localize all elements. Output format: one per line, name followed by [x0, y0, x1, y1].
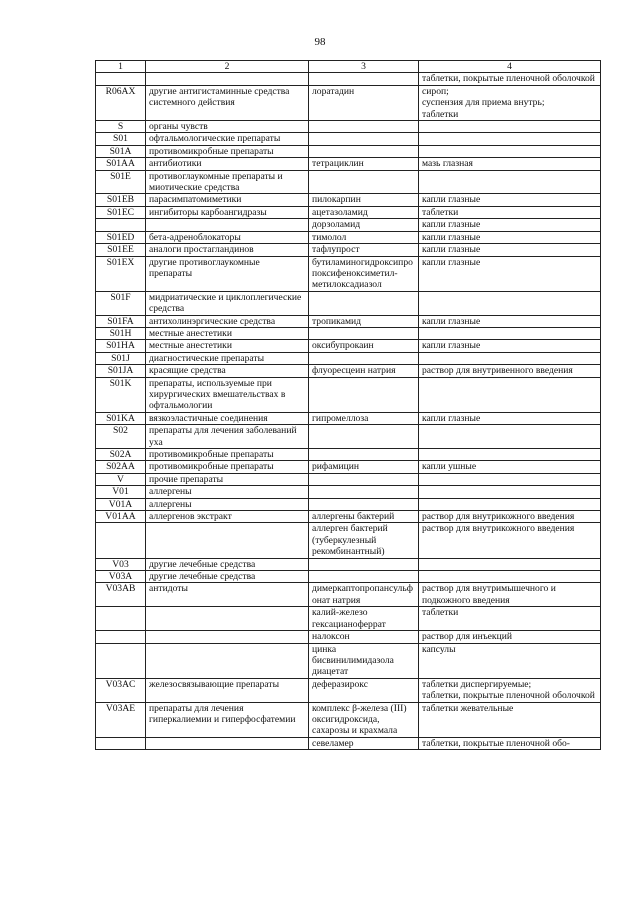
drug-name-cell [309, 571, 419, 583]
drug-name-cell: калий-железо гексацианоферрат [309, 607, 419, 631]
atc-code-cell: V03AC [96, 678, 146, 702]
table-row [96, 523, 601, 558]
group-name-cell [146, 219, 309, 231]
atc-code-cell: R06AX [96, 85, 146, 120]
drug-name-cell [309, 327, 419, 339]
table-row [96, 315, 601, 327]
group-name-cell: органы чувств [146, 121, 309, 133]
atc-code-cell: S [96, 121, 146, 133]
drug-name-cell: деферазирокс [309, 678, 419, 702]
atc-code-cell [96, 219, 146, 231]
dosage-form-cell: капли глазные [419, 340, 601, 352]
group-name-cell: прочие препараты [146, 473, 309, 485]
drug-name-cell: димеркаптопропансульфонат натрия [309, 583, 419, 607]
group-name-cell: другие антигистаминные средства системного действия [146, 85, 309, 120]
drug-name-cell: тафлупрост [309, 244, 419, 256]
dosage-form-cell: капсулы [419, 643, 601, 678]
table-row [96, 377, 601, 412]
atc-code-cell: S01H [96, 327, 146, 339]
table-row [96, 678, 601, 702]
group-name-cell [146, 607, 309, 631]
table-row [96, 511, 601, 523]
atc-code-cell: V01A [96, 498, 146, 510]
drug-name-cell: флуоресцеин натрия [309, 365, 419, 377]
atc-code-cell: S01J [96, 352, 146, 364]
dosage-form-cell: таблетки [419, 607, 601, 631]
table-row [96, 158, 601, 170]
dosage-form-cell: таблетки жевательные [419, 702, 601, 737]
dosage-form-cell: капли ушные [419, 461, 601, 473]
drug-name-cell [309, 133, 419, 145]
group-name-cell: парасимпатомиметики [146, 194, 309, 206]
dosage-form-cell [419, 170, 601, 194]
dosage-form-cell [419, 425, 601, 449]
atc-code-cell: S01 [96, 133, 146, 145]
table-row [96, 170, 601, 194]
dosage-form-cell: капли глазные [419, 315, 601, 327]
atc-code-cell: S01AA [96, 158, 146, 170]
table-row [96, 498, 601, 510]
dosage-form-cell: раствор для внутрикожного введения [419, 511, 601, 523]
drug-name-cell [309, 291, 419, 315]
dosage-form-cell: раствор для внутривенного введения [419, 365, 601, 377]
group-name-cell [146, 523, 309, 558]
table-row [96, 256, 601, 291]
dosage-form-cell [419, 377, 601, 412]
page-number: 98 [314, 36, 326, 48]
drug-name-cell [309, 73, 419, 85]
dosage-form-cell: капли глазные [419, 194, 601, 206]
dosage-form-cell [419, 145, 601, 157]
group-name-cell: препараты, используемые при хирургических вмешательствах в офтальмологии [146, 377, 309, 412]
atc-code-cell: S01A [96, 145, 146, 157]
atc-code-cell: S01F [96, 291, 146, 315]
table-row [96, 412, 601, 424]
drug-name-cell [309, 425, 419, 449]
atc-code-cell: S01HA [96, 340, 146, 352]
drug-name-cell [309, 145, 419, 157]
group-name-cell: препараты для лечения заболеваний уха [146, 425, 309, 449]
drug-name-cell: цинка бисвинилимидазола диацетат [309, 643, 419, 678]
atc-code-cell [96, 607, 146, 631]
atc-code-cell: V03AB [96, 583, 146, 607]
atc-code-cell: S01EB [96, 194, 146, 206]
group-name-cell: аналоги простагландинов [146, 244, 309, 256]
table-row [96, 231, 601, 243]
dosage-form-cell [419, 498, 601, 510]
table-row [96, 702, 601, 737]
table-row [96, 583, 601, 607]
drug-name-cell: ацетазоламид [309, 206, 419, 218]
dosage-form-cell [419, 449, 601, 461]
drug-name-cell [309, 121, 419, 133]
dosage-form-cell [419, 121, 601, 133]
column-header: 2 [146, 61, 309, 73]
table-row [96, 327, 601, 339]
group-name-cell: противомикробные препараты [146, 449, 309, 461]
table-row [96, 291, 601, 315]
table-row [96, 631, 601, 643]
atc-code-cell [96, 737, 146, 749]
dosage-form-cell: раствор для внутримышечного и подкожного введения [419, 583, 601, 607]
table-row [96, 607, 601, 631]
group-name-cell: противомикробные препараты [146, 461, 309, 473]
drug-classification-table [95, 60, 601, 750]
group-name-cell: противоглаукомные препараты и миотические средства [146, 170, 309, 194]
dosage-form-cell: капли глазные [419, 244, 601, 256]
table-row [96, 473, 601, 485]
table-row [96, 145, 601, 157]
table-row [96, 73, 601, 85]
dosage-form-cell: капли глазные [419, 412, 601, 424]
dosage-form-cell: таблетки диспергируемые; таблетки, покрытые пленочной оболочкой [419, 678, 601, 702]
drug-name-cell [309, 473, 419, 485]
table-row [96, 85, 601, 120]
drug-name-cell: тимолол [309, 231, 419, 243]
group-name-cell: антибиотики [146, 158, 309, 170]
table-row [96, 352, 601, 364]
group-name-cell [146, 643, 309, 678]
atc-code-cell: V03 [96, 558, 146, 570]
group-name-cell: другие лечебные средства [146, 558, 309, 570]
group-name-cell: антидоты [146, 583, 309, 607]
atc-code-cell: S01E [96, 170, 146, 194]
dosage-form-cell: капли глазные [419, 256, 601, 291]
group-name-cell: антихолинэргические средства [146, 315, 309, 327]
dosage-form-cell [419, 291, 601, 315]
drug-name-cell: аллерген бактерий (туберкулезный рекомбинантный) [309, 523, 419, 558]
atc-code-cell: S01EX [96, 256, 146, 291]
table-row [96, 121, 601, 133]
dosage-form-cell: капли глазные [419, 219, 601, 231]
drug-name-cell: комплекс β-железа (III) оксигидроксида, сахарозы и крахмала [309, 702, 419, 737]
table-row [96, 425, 601, 449]
drug-name-cell [309, 377, 419, 412]
table-row [96, 244, 601, 256]
drug-name-cell [309, 498, 419, 510]
group-name-cell [146, 631, 309, 643]
table-row [96, 486, 601, 498]
dosage-form-cell: таблетки [419, 206, 601, 218]
dosage-form-cell: раствор для внутрикожного введения [419, 523, 601, 558]
drug-name-cell: налоксон [309, 631, 419, 643]
table-row [96, 449, 601, 461]
drug-name-cell [309, 352, 419, 364]
group-name-cell [146, 737, 309, 749]
drug-name-cell: пилокарпин [309, 194, 419, 206]
drug-name-cell: аллергены бактерий [309, 511, 419, 523]
group-name-cell: красящие средства [146, 365, 309, 377]
atc-code-cell: S01JA [96, 365, 146, 377]
group-name-cell: ингибиторы карбоангидразы [146, 206, 309, 218]
table-row [96, 461, 601, 473]
dosage-form-cell [419, 133, 601, 145]
atc-code-cell [96, 643, 146, 678]
group-name-cell: местные анестетики [146, 340, 309, 352]
drug-name-cell: оксибупрокаин [309, 340, 419, 352]
atc-code-cell: S02A [96, 449, 146, 461]
table-row [96, 340, 601, 352]
atc-code-cell: S01EC [96, 206, 146, 218]
atc-code-cell [96, 631, 146, 643]
dosage-form-cell [419, 486, 601, 498]
group-name-cell [146, 73, 309, 85]
atc-code-cell: V01 [96, 486, 146, 498]
group-name-cell: мидриатические и циклоплегические средства [146, 291, 309, 315]
dosage-form-cell [419, 352, 601, 364]
group-name-cell: офтальмологические препараты [146, 133, 309, 145]
group-name-cell: препараты для лечения гиперкалиемии и гиперфосфатемии [146, 702, 309, 737]
drug-name-cell: тропикамид [309, 315, 419, 327]
group-name-cell: железосвязывающие препараты [146, 678, 309, 702]
group-name-cell: другие лечебные средства [146, 571, 309, 583]
atc-code-cell: S01KA [96, 412, 146, 424]
atc-code-cell: S02AA [96, 461, 146, 473]
atc-code-cell: S01ED [96, 231, 146, 243]
group-name-cell: бета-адреноблокаторы [146, 231, 309, 243]
drug-name-cell: бутиламиногидроксипропоксифеноксиметил-метилоксадиазол [309, 256, 419, 291]
atc-code-cell: V03A [96, 571, 146, 583]
column-header: 3 [309, 61, 419, 73]
table-header-row [96, 61, 601, 73]
drug-name-cell [309, 449, 419, 461]
dosage-form-cell: сироп; суспензия для приема внутрь; таблетки [419, 85, 601, 120]
atc-code-cell [96, 523, 146, 558]
atc-code-cell: V01AA [96, 511, 146, 523]
group-name-cell: аллергены [146, 498, 309, 510]
dosage-form-cell [419, 473, 601, 485]
table-row [96, 365, 601, 377]
atc-code-cell [96, 73, 146, 85]
column-header: 1 [96, 61, 146, 73]
group-name-cell: аллергены [146, 486, 309, 498]
group-name-cell: местные анестетики [146, 327, 309, 339]
group-name-cell: вязкоэластичные соединения [146, 412, 309, 424]
dosage-form-cell: мазь глазная [419, 158, 601, 170]
drug-name-cell: лоратадин [309, 85, 419, 120]
atc-code-cell: S01EE [96, 244, 146, 256]
group-name-cell: противомикробные препараты [146, 145, 309, 157]
drug-name-cell: тетрациклин [309, 158, 419, 170]
drug-name-cell: гипромеллоза [309, 412, 419, 424]
dosage-form-cell: таблетки, покрытые пленочной обо- [419, 737, 601, 749]
table-row [96, 206, 601, 218]
group-name-cell: диагностические препараты [146, 352, 309, 364]
dosage-form-cell: капли глазные [419, 231, 601, 243]
dosage-form-cell: таблетки, покрытые пленочной оболочкой [419, 73, 601, 85]
atc-code-cell: V [96, 473, 146, 485]
table-row [96, 558, 601, 570]
table-row [96, 133, 601, 145]
drug-name-cell [309, 486, 419, 498]
table-row [96, 571, 601, 583]
drug-name-cell: дорзоламид [309, 219, 419, 231]
dosage-form-cell [419, 327, 601, 339]
table-row [96, 737, 601, 749]
table-row [96, 643, 601, 678]
drug-name-cell [309, 558, 419, 570]
atc-code-cell: S01K [96, 377, 146, 412]
drug-name-cell [309, 170, 419, 194]
column-header: 4 [419, 61, 601, 73]
table-row [96, 219, 601, 231]
atc-code-cell: S01FA [96, 315, 146, 327]
atc-code-cell: S02 [96, 425, 146, 449]
dosage-form-cell [419, 558, 601, 570]
group-name-cell: другие противоглаукомные препараты [146, 256, 309, 291]
group-name-cell: аллергенов экстракт [146, 511, 309, 523]
drug-name-cell: севеламер [309, 737, 419, 749]
dosage-form-cell [419, 571, 601, 583]
dosage-form-cell: раствор для инъекций [419, 631, 601, 643]
table-row [96, 194, 601, 206]
drug-name-cell: рифамицин [309, 461, 419, 473]
atc-code-cell: V03AE [96, 702, 146, 737]
